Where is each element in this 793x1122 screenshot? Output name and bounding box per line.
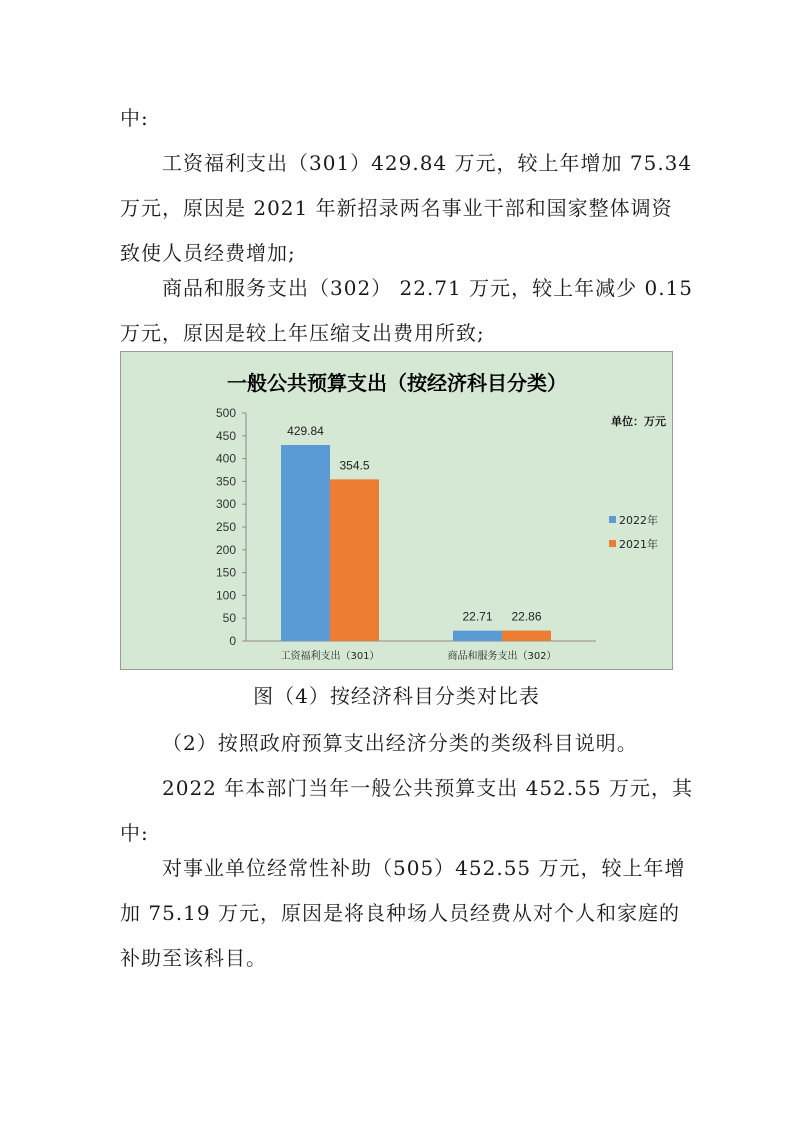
text-line: 万元，原因是较上年压缩支出费用所致; (120, 321, 485, 345)
bar-chart (120, 351, 673, 670)
text-line: 2022 年本部门当年一般公共预算支出 452.55 万元，其 (162, 776, 693, 800)
text-line: （2）按照政府预算支出经济分类的类级科目说明。 (162, 731, 638, 755)
text-line: 万元，原因是 2021 年新招录两名事业干部和国家整体调资 (120, 196, 673, 220)
legend (609, 513, 658, 551)
y-tick-label: 450 (215, 428, 236, 443)
paragraph-salary-welfare (120, 141, 693, 276)
bar (330, 479, 379, 641)
legend-label: 2022年 (619, 514, 658, 527)
y-tick-label: 50 (222, 611, 236, 626)
bar (502, 631, 551, 641)
text-line: 中: (120, 106, 149, 130)
data-label: 22.71 (462, 609, 493, 624)
y-tick-label: 200 (215, 542, 236, 557)
text-line: 中: (120, 821, 149, 845)
text-line: 致使人员经费增加; (120, 241, 296, 265)
y-tick-label: 100 (215, 588, 236, 603)
text-line: 补助至该科目。 (120, 946, 267, 970)
data-label: 429.84 (287, 423, 324, 438)
bar (453, 631, 502, 641)
y-tick-label: 0 (229, 634, 236, 648)
paragraph-section-heading (120, 721, 675, 766)
legend-label: 2021年 (619, 538, 658, 551)
data-label: 354.5 (339, 458, 370, 473)
text-line: 工资福利支出（301）429.84 万元，较上年增加 75.34 (162, 151, 693, 175)
bar (281, 445, 330, 641)
text-line: 商品和服务支出（302） 22.71 万元，较上年减少 0.15 (162, 276, 694, 300)
chart-title: 一般公共预算支出（按经济科目分类） (227, 371, 567, 395)
text-line: 对事业单位经常性补助（505）452.55 万元，较上年增 (162, 856, 686, 880)
category-label: 商品和服务支出（302） (447, 651, 557, 662)
paragraph-total-expenditure (120, 766, 693, 856)
y-tick-label: 250 (215, 520, 236, 534)
unit-label: 单位：万元 (611, 415, 666, 428)
figure-caption: 图（4）按经济科目分类对比表 (253, 684, 540, 708)
y-tick-label: 150 (215, 565, 236, 580)
legend-swatch (609, 540, 616, 547)
paragraph-goods-services (120, 266, 694, 356)
paragraph-intro (120, 96, 675, 141)
category-label: 工资福利支出（301） (280, 651, 380, 662)
legend-swatch (609, 516, 616, 523)
chart-canvas (121, 352, 674, 671)
bars-group (281, 424, 551, 641)
y-tick-label: 400 (215, 451, 236, 466)
paragraph-subsidy (120, 846, 686, 981)
category-labels (280, 649, 556, 662)
data-label: 22.86 (511, 609, 542, 624)
y-tick-label: 300 (215, 497, 236, 512)
y-tick-label: 350 (215, 474, 236, 489)
text-line: 加 75.19 万元，原因是将良种场人员经费从对个人和家庭的 (120, 901, 680, 925)
y-tick-label: 500 (215, 406, 236, 420)
